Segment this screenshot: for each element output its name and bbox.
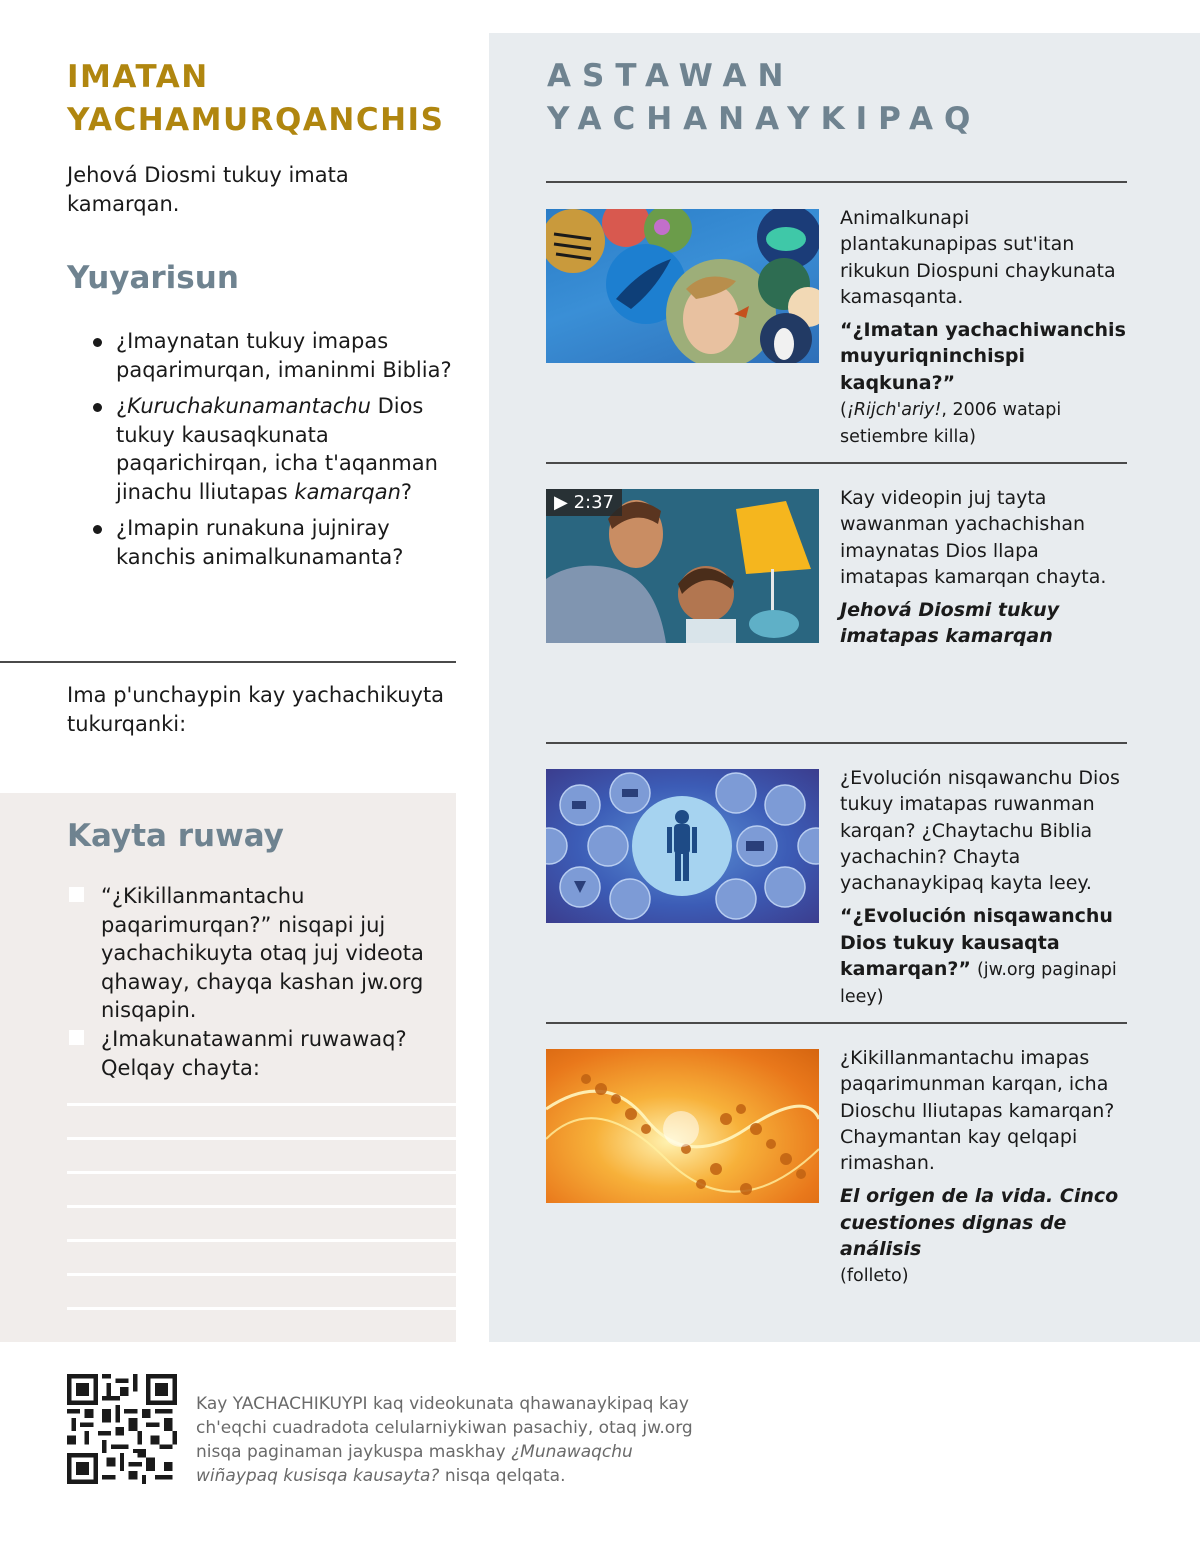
- review-questions: [90, 327, 460, 579]
- further-study-title: [547, 55, 981, 141]
- review-question: ¿Imaynatan tukuy imapas paqarimurqan, imaninmi Biblia?: [90, 327, 460, 384]
- card-reference-title[interactable]: Jehová Diosmi tukuy imatapas kamarqan: [840, 599, 1060, 648]
- play-icon: ▶: [554, 492, 568, 513]
- lesson-title-line-2: YACHAMURQANCHIS: [67, 102, 445, 138]
- card-description: Animalkunapi plantakunapipas sut'itan rikukun Diospuni chaykunata kamasqanta.: [840, 207, 1116, 308]
- review-question: ¿Imapin runakuna jujniray kanchis animalkunamanta?: [90, 514, 460, 571]
- dna-strand-illustration: [546, 1049, 819, 1203]
- bullet-icon: [93, 525, 102, 534]
- todo-item-label: ¿Imakunatawanmi ruwawaq? Qelqay chayta:: [101, 1027, 407, 1080]
- further-study-card: [840, 485, 1130, 650]
- write-in-line[interactable]: [67, 1137, 456, 1140]
- card-description: Kay videopin juj tayta wawanman yachachishan imaynatas Dios llapa imatapas kamarqan chayta.: [840, 487, 1107, 588]
- completion-date-prompt: Ima p'unchaypin kay yachachikuyta tukurqanki:: [67, 683, 445, 736]
- card-reference-title[interactable]: “¿Imatan yachachiwanchis muyuriqninchispi kaqkuna?”: [840, 319, 1126, 394]
- further-study-card: [840, 205, 1130, 451]
- card-reference-note: (jw.org paginapi leey): [840, 960, 1117, 1008]
- write-in-line[interactable]: [67, 1273, 456, 1276]
- human-animals-illustration: [546, 769, 819, 923]
- card-description: ¿Evolución nisqawanchu Dios tukuy imatapas ruwanman karqan? ¿Chaytachu Biblia yachachin? Chayta yachanaykipaq kayta leey.: [840, 767, 1120, 895]
- card-divider: [546, 462, 1127, 464]
- card-reference-note: (folleto): [840, 1266, 909, 1287]
- checkbox-icon[interactable]: [69, 1030, 84, 1045]
- checkbox-icon[interactable]: [69, 887, 84, 902]
- qr-code-icon[interactable]: [67, 1374, 177, 1484]
- todo-item[interactable]: [67, 1025, 447, 1082]
- dna-strand-image[interactable]: [546, 1049, 819, 1203]
- further-study-card: [840, 1045, 1130, 1290]
- todo-item-label: “¿Kikillanmantachu paqarimurqan?” nisqapi juj yachachikuyta otaq juj videota qhaway, chayqa kashan jw.org nisqapin.: [101, 884, 424, 1022]
- bullet-icon: [93, 403, 102, 412]
- card-divider: [546, 181, 1127, 183]
- write-in-line[interactable]: [67, 1205, 456, 1208]
- video-duration: 2:37: [573, 492, 614, 513]
- review-question: ¿Kuruchakunamantachu Dios tukuy kausaqkunata paqarichirqan, icha t'aqanman jinachu lliutapas kamarqan?: [90, 392, 460, 506]
- further-study-card: [840, 765, 1130, 1011]
- footer-instructions: Kay YACHACHIKUYPI kaq videokunata qhawanaykipaq kay ch'eqchi cuadradota celularniykiwan pasachiy, otaq jw.org nisqa paginaman jaykuspa maskhay ¿Munawaqchu wiñaypaq kusisqa kausayta? nisqa qelqata.: [196, 1394, 693, 1486]
- card-description: ¿Kikillanmantachu imapas paqarimunman karqan, icha Dioschu lliutapas kamarqan? Chaymantan kay qelqapi rimashan.: [840, 1047, 1115, 1175]
- video-duration-badge: [546, 489, 622, 516]
- todo-item[interactable]: [67, 882, 447, 1025]
- write-in-line[interactable]: [67, 1239, 456, 1242]
- human-animals-silhouettes-image[interactable]: [546, 769, 819, 923]
- write-in-line[interactable]: [67, 1307, 456, 1310]
- card-reference-title[interactable]: El origen de la vida. Cinco cuestiones dignas de análisis: [840, 1185, 1119, 1261]
- further-study-title-line-2: YACHANAYKIPAQ: [547, 101, 982, 137]
- card-divider: [546, 742, 1127, 744]
- card-divider: [546, 1022, 1127, 1024]
- write-in-line[interactable]: [67, 1103, 456, 1106]
- section-divider: [0, 661, 456, 663]
- lesson-title-line-1: IMATAN: [67, 59, 209, 95]
- creation-collage-illustration: [546, 209, 819, 363]
- review-heading: Yuyarisun: [67, 260, 239, 296]
- video-thumbnail[interactable]: [546, 489, 819, 643]
- lesson-title: [67, 56, 467, 142]
- lesson-intro: Jehová Diosmi tukuy imata kamarqan.: [67, 163, 349, 216]
- creation-collage-image[interactable]: [546, 209, 819, 363]
- card-reference-source: (¡Rijch'ariy!, 2006 watapi setiembre killa): [840, 400, 1062, 448]
- todo-heading: Kayta ruway: [67, 818, 284, 854]
- further-study-title-line-1: ASTAWAN: [547, 58, 795, 94]
- write-in-line[interactable]: [67, 1171, 456, 1174]
- bullet-icon: [93, 338, 102, 347]
- card-reference-title[interactable]: “¿Evolución nisqawanchu Dios tukuy kausaqta kamarqan?”: [840, 905, 1113, 981]
- qr-code-graphic: [67, 1374, 177, 1484]
